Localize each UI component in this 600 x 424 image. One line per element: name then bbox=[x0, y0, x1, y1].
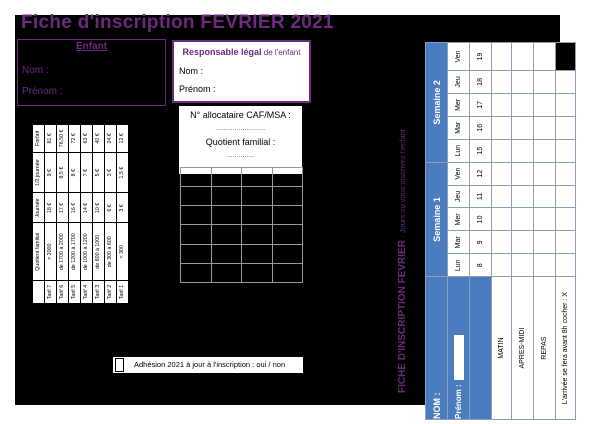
registration-sheet bbox=[15, 12, 569, 419]
enfant-section bbox=[17, 39, 166, 106]
tarif-cell: < 300 bbox=[117, 223, 129, 281]
tarif-cell: 63 € bbox=[81, 125, 93, 153]
row-label-repas: REPAS bbox=[534, 277, 556, 420]
day-mar-2: Mar bbox=[448, 116, 470, 139]
tarif-cell: Tarif 4 bbox=[81, 281, 93, 304]
cell-matin-10[interactable] bbox=[492, 208, 512, 231]
tarif-cell: 9 € bbox=[45, 152, 57, 193]
cell-arrivee-12[interactable] bbox=[556, 162, 576, 185]
cell-apres-midi-10[interactable] bbox=[512, 208, 534, 231]
tarif-cell: Tarif 6 bbox=[57, 281, 69, 304]
enfant-nom-label: Nom : bbox=[22, 65, 49, 76]
prenom-input[interactable] bbox=[454, 335, 464, 380]
tarif-cell: de 1000 à 1200 bbox=[81, 223, 93, 281]
cell-matin-18[interactable] bbox=[492, 70, 512, 93]
schedule-table bbox=[425, 42, 576, 420]
schedule-nom-label: NOM : bbox=[426, 277, 448, 420]
caf-dots-2: .............. bbox=[226, 152, 255, 159]
tarif-cell: 6 € bbox=[105, 193, 117, 223]
tarif-cell: 7 € bbox=[81, 152, 93, 193]
tarif-block bbox=[32, 124, 157, 304]
schedule-spacer bbox=[470, 277, 492, 420]
tarif-cell: de 1200 à 1700 bbox=[69, 223, 81, 281]
tarif-row bbox=[45, 125, 57, 304]
tarif-cell: 3 € bbox=[117, 193, 129, 223]
date-17: 17 bbox=[470, 93, 492, 116]
cell-arrivee-18[interactable] bbox=[556, 70, 576, 93]
responsable-title-rest: de l'enfant bbox=[263, 48, 301, 57]
cell-matin-12[interactable] bbox=[492, 162, 512, 185]
cell-arrivee-16[interactable] bbox=[556, 116, 576, 139]
cell-repas-11[interactable] bbox=[534, 185, 556, 208]
page-title: Fiche d'inscription FEVRIER 2021 bbox=[21, 12, 334, 33]
tarif-cell: 14 € bbox=[81, 193, 93, 223]
cell-apres-midi-15[interactable] bbox=[512, 139, 534, 162]
day-jeu-1: Jeu bbox=[448, 185, 470, 208]
date-15: 15 bbox=[470, 139, 492, 162]
tarif-cell: 3 € bbox=[105, 152, 117, 193]
tarif-cell: 16 € bbox=[69, 193, 81, 223]
cell-apres-midi-11[interactable] bbox=[512, 185, 534, 208]
date-19: 19 bbox=[470, 43, 492, 71]
tarif-cell: 8 € bbox=[69, 152, 81, 193]
cell-arrivee-19[interactable] bbox=[556, 43, 576, 71]
semaine-1-label: Semaine 1 bbox=[426, 162, 448, 277]
responsable-title-bold: Responsable légal bbox=[182, 47, 262, 57]
cell-repas-17[interactable] bbox=[534, 93, 556, 116]
cell-repas-19[interactable] bbox=[534, 43, 556, 71]
date-12: 12 bbox=[470, 162, 492, 185]
adhesion-line bbox=[112, 356, 304, 374]
cell-repas-8[interactable] bbox=[534, 254, 556, 277]
cell-repas-15[interactable] bbox=[534, 139, 556, 162]
cell-apres-midi-9[interactable] bbox=[512, 231, 534, 254]
tarif-header-cell: Quotient familial bbox=[33, 223, 45, 281]
cell-arrivee-11[interactable] bbox=[556, 185, 576, 208]
tarif-cell: Tarif 3 bbox=[93, 281, 105, 304]
cell-matin-15[interactable] bbox=[492, 139, 512, 162]
schedule-prenom-label bbox=[448, 277, 470, 420]
tarif-header-cell: 1/2 journée bbox=[33, 152, 45, 193]
tarif-header-cell: Forfait bbox=[33, 125, 45, 153]
caf-section bbox=[178, 105, 303, 175]
tarif-cell: 76,50 € bbox=[57, 125, 69, 153]
enfant-title: Enfant bbox=[75, 41, 108, 52]
tarif-header-row bbox=[33, 125, 45, 304]
tarif-cell: Tarif 1 bbox=[117, 281, 129, 304]
empty-grid bbox=[180, 167, 303, 283]
tarif-cell: 10 € bbox=[93, 193, 105, 223]
date-10: 10 bbox=[470, 208, 492, 231]
tarif-header-cell: Journée bbox=[33, 193, 45, 223]
tarif-cell: 1,5 € bbox=[117, 152, 129, 193]
adhesion-checkbox[interactable] bbox=[115, 358, 124, 372]
cell-repas-12[interactable] bbox=[534, 162, 556, 185]
tarif-header-cell bbox=[33, 281, 45, 304]
tarif-cell: de 1700 à 2000 bbox=[57, 223, 69, 281]
day-jeu-2: Jeu bbox=[448, 70, 470, 93]
tarif-cell: Tarif 7 bbox=[45, 281, 57, 304]
tarif-row bbox=[57, 125, 69, 304]
adhesion-text: Adhésion 2021 à jour à l'inscription : oui / non bbox=[134, 360, 286, 369]
cell-matin-19[interactable] bbox=[492, 43, 512, 71]
tarif-cell: 72 € bbox=[69, 125, 81, 153]
responsable-prenom-label: Prénom : bbox=[179, 84, 216, 94]
cell-apres-midi-19[interactable] bbox=[512, 43, 534, 71]
date-9: 9 bbox=[470, 231, 492, 254]
tarif-cell: Tarif 5 bbox=[69, 281, 81, 304]
cell-matin-8[interactable] bbox=[492, 254, 512, 277]
cell-arrivee-9[interactable] bbox=[556, 231, 576, 254]
date-16: 16 bbox=[470, 116, 492, 139]
schedule-block bbox=[425, 42, 575, 420]
repas-note bbox=[133, 124, 140, 304]
tarif-row bbox=[105, 125, 117, 304]
tarif-cell: 24 € bbox=[105, 125, 117, 153]
day-mar-1: Mar bbox=[448, 231, 470, 254]
cell-arrivee-10[interactable] bbox=[556, 208, 576, 231]
day-mer-1: Mer bbox=[448, 208, 470, 231]
responsable-title bbox=[174, 47, 309, 57]
cell-repas-10[interactable] bbox=[534, 208, 556, 231]
enfant-prenom-label: Prénom : bbox=[22, 86, 63, 97]
date-18: 18 bbox=[470, 70, 492, 93]
tarif-cell: 40 € bbox=[93, 125, 105, 153]
date-11: 11 bbox=[470, 185, 492, 208]
day-mer-2: Mer bbox=[448, 93, 470, 116]
tarif-cell: 8,5 € bbox=[57, 152, 69, 193]
cell-apres-midi-16[interactable] bbox=[512, 116, 534, 139]
semaine-2-label: Semaine 2 bbox=[426, 43, 448, 163]
tarif-cell: 81 € bbox=[45, 125, 57, 153]
day-ven-2: Ven bbox=[448, 43, 470, 71]
day-lun-2: Lun bbox=[448, 139, 470, 162]
day-lun-1: Lun bbox=[448, 254, 470, 277]
schedule-prenom-text: Prénom : bbox=[453, 384, 463, 419]
responsable-section bbox=[172, 40, 311, 103]
cell-arrivee-17[interactable] bbox=[556, 93, 576, 116]
vertical-title bbox=[397, 73, 408, 393]
quotient-familial-label: Quotient familial : bbox=[205, 137, 276, 147]
day-ven-1: Ven bbox=[448, 162, 470, 185]
caf-allocataire-label: N° allocataire CAF/MSA : bbox=[190, 110, 291, 120]
tarif-cell: 17 € bbox=[57, 193, 69, 223]
tarif-cell: Tarif 2 bbox=[105, 281, 117, 304]
cell-arrivee-8[interactable] bbox=[556, 254, 576, 277]
vertical-title-sub: : Jours où vous inscrivez l'enfant bbox=[398, 129, 407, 238]
cell-apres-midi-8[interactable] bbox=[512, 254, 534, 277]
cell-repas-9[interactable] bbox=[534, 231, 556, 254]
cell-matin-17[interactable] bbox=[492, 93, 512, 116]
repas-label: Repas bbox=[133, 282, 140, 304]
vertical-title-main: FICHE D'INSCRIPTION FEVRIER bbox=[397, 240, 408, 393]
repas-text: : 4,50€ quel que soit le quotient familial bbox=[133, 161, 140, 283]
tarif-row bbox=[69, 125, 81, 304]
cell-repas-18[interactable] bbox=[534, 70, 556, 93]
tarif-cell: 18 € bbox=[45, 193, 57, 223]
tarif-table bbox=[32, 124, 129, 304]
date-8: 8 bbox=[470, 254, 492, 277]
cell-arrivee-15[interactable] bbox=[556, 139, 576, 162]
tarif-cell: > 2000 bbox=[45, 223, 57, 281]
cell-matin-11[interactable] bbox=[492, 185, 512, 208]
tarif-cell: de 300 à 600 bbox=[105, 223, 117, 281]
cell-repas-16[interactable] bbox=[534, 116, 556, 139]
responsable-nom-label: Nom : bbox=[179, 66, 204, 76]
tarif-cell: 12 € bbox=[117, 125, 129, 153]
row-label-apres-midi: APRES-MIDI bbox=[512, 277, 534, 420]
cell-matin-9[interactable] bbox=[492, 231, 512, 254]
caf-dots-1: .......................... bbox=[215, 125, 266, 132]
tarif-row bbox=[93, 125, 105, 304]
tarif-cell: de 600 à 1000 bbox=[93, 223, 105, 281]
row-label-arrivee: L'arrivée se fera avant 8h cocher : X bbox=[556, 277, 576, 420]
tarif-row bbox=[81, 125, 93, 304]
tarif-row bbox=[117, 125, 129, 304]
row-label-matin: MATIN bbox=[492, 277, 512, 420]
cell-apres-midi-12[interactable] bbox=[512, 162, 534, 185]
cell-apres-midi-18[interactable] bbox=[512, 70, 534, 93]
tarif-cell: 5 € bbox=[93, 152, 105, 193]
cell-matin-16[interactable] bbox=[492, 116, 512, 139]
cell-apres-midi-17[interactable] bbox=[512, 93, 534, 116]
